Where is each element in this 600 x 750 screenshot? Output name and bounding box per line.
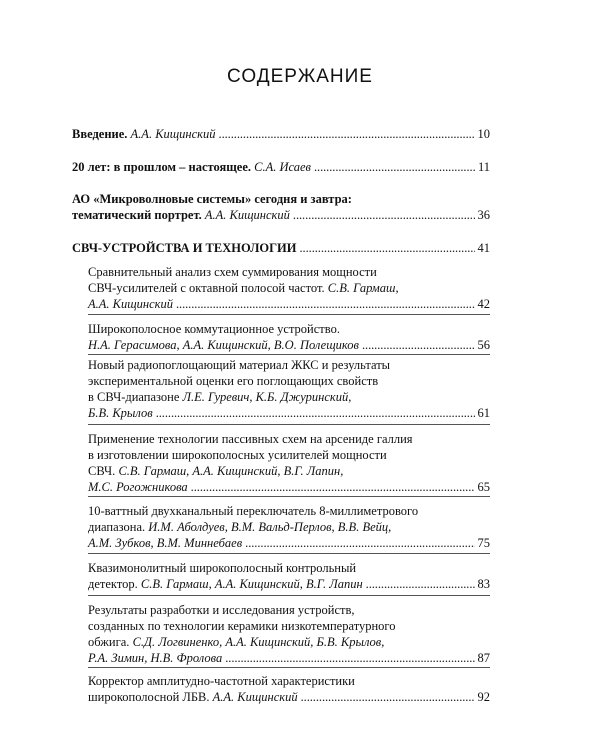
entry-author: Л.Е. Гуревич, К.Б. Джуринский, (182, 390, 352, 404)
entry-title: тематический портрет. (72, 208, 202, 222)
page-number: 87 (477, 651, 490, 665)
entry-title: Введение. (72, 127, 128, 141)
entry-title: 20 лет: в прошлом – настоящее. (72, 160, 252, 174)
entry-title-line: Корректор амплитудно-частотной характеристики (88, 674, 355, 688)
toc-entry-20-years[interactable] (72, 159, 490, 175)
toc-entry-introduction[interactable] (72, 126, 490, 142)
entry-title-line: созданных по технологии керамики низкотемпературного (88, 619, 396, 633)
toc-entry[interactable] (88, 264, 490, 312)
entry-title-line: Квазимонолитный широкополосный контрольный (88, 561, 357, 575)
entry-title-line: Результаты разработки и исследования устройств, (88, 603, 355, 617)
entry-title-line: СВЧ. (88, 464, 116, 478)
entry-author: А.А. Кищинский (88, 297, 173, 311)
page-number: 61 (477, 406, 490, 420)
divider (88, 314, 490, 315)
entry-title-line: Широкополосное коммутационное устройство. (88, 322, 340, 336)
divider (88, 595, 490, 596)
entry-author: С.Д. Логвиненко, А.А. Кищинский, Б.В. Крылов, (132, 635, 385, 649)
page-number: 36 (477, 208, 490, 222)
toc-entry-microwave-systems[interactable] (72, 191, 490, 223)
entry-author: Б.В. Крылов (88, 406, 153, 420)
leader-dots (301, 689, 475, 705)
entry-author: М.С. Рогожникова (88, 480, 188, 494)
entry-author: А.А. Кищинский (130, 127, 216, 141)
page-number: 56 (477, 338, 490, 352)
page-number: 83 (477, 577, 490, 591)
entry-author: А.А. Кищинский (204, 208, 290, 222)
entry-title-line: Новый радиопоглощающий материал ЖКС и результаты (88, 358, 391, 372)
page-number: 41 (477, 241, 490, 255)
entry-title-line: в изготовлении широкополосных усилителей мощности (88, 448, 387, 462)
page-number: 42 (477, 297, 490, 311)
divider (88, 354, 490, 355)
page-number: 10 (477, 127, 490, 141)
page-title: СОДЕРЖАНИЕ (227, 66, 373, 87)
divider (88, 496, 490, 497)
leader-dots (156, 405, 475, 421)
divider (88, 667, 490, 668)
entry-author: А.М. Зубков, В.М. Миннебаев (88, 536, 243, 550)
entry-author: С.В. Гармаш, (327, 281, 399, 295)
toc-entry[interactable] (88, 560, 490, 592)
toc-entry[interactable] (88, 673, 490, 705)
entry-author: С.В. Гармаш, А.А. Кищинский, В.Г. Лапин (140, 577, 363, 591)
page-number: 65 (477, 480, 490, 494)
leader-dots (245, 535, 474, 551)
page-number: 92 (477, 690, 490, 704)
section-title: СВЧ-УСТРОЙСТВА И ТЕХНОЛОГИИ (72, 241, 297, 255)
toc-entry[interactable] (88, 431, 490, 495)
leader-dots (362, 337, 475, 353)
entry-author: Н.А. Герасимова, А.А. Кищинский, В.О. Полещиков (88, 338, 359, 352)
entry-title-line: диапазона. (88, 520, 146, 534)
entry-title-line: широкополосной ЛБВ. (88, 690, 210, 704)
toc-entry[interactable] (88, 602, 490, 666)
leader-dots (300, 240, 475, 256)
page-number: 75 (477, 536, 490, 550)
entry-author: С.А. Исаев (254, 160, 311, 174)
leader-dots (176, 296, 475, 312)
divider (88, 553, 490, 554)
leader-dots (293, 207, 475, 223)
leader-dots (314, 159, 475, 175)
entry-title-line: Сравнительный анализ схем суммирования мощности (88, 265, 377, 279)
entry-title-line: 10-ваттный двухканальный переключатель 8-миллиметрового (88, 504, 419, 518)
leader-dots (225, 650, 474, 666)
entry-title-line: детектор. (88, 577, 138, 591)
entry-title-line: в СВЧ-диапазоне (88, 390, 180, 404)
toc-section-heading[interactable] (72, 240, 490, 256)
leader-dots (191, 479, 475, 495)
entry-title-line: АО «Микроволновые системы» сегодня и завтра: (72, 192, 352, 206)
entry-title-line: Применение технологии пассивных схем на арсениде галлия (88, 432, 413, 446)
entry-author: Р.А. Зимин, Н.В. Фролова (88, 651, 223, 665)
toc-entry[interactable] (88, 503, 490, 551)
entry-title-line: СВЧ-усилителей с октавной полосой частот. (88, 281, 325, 295)
entry-author: С.В. Гармаш, А.А. Кищинский, В.Г. Лапин, (118, 464, 344, 478)
entry-author: А.А. Кищинский (212, 690, 298, 704)
leader-dots (219, 126, 475, 142)
entry-title-line: обжига. (88, 635, 130, 649)
toc-entry[interactable] (88, 357, 490, 421)
page-number: 11 (477, 160, 490, 174)
divider (88, 424, 490, 425)
leader-dots (366, 576, 475, 592)
entry-title-line: экспериментальной оценки его поглощающих свойств (88, 374, 379, 388)
toc-entry[interactable] (88, 321, 490, 353)
entry-author: И.М. Аболдуев, В.М. Вальд-Перлов, В.В. Вейц, (148, 520, 392, 534)
